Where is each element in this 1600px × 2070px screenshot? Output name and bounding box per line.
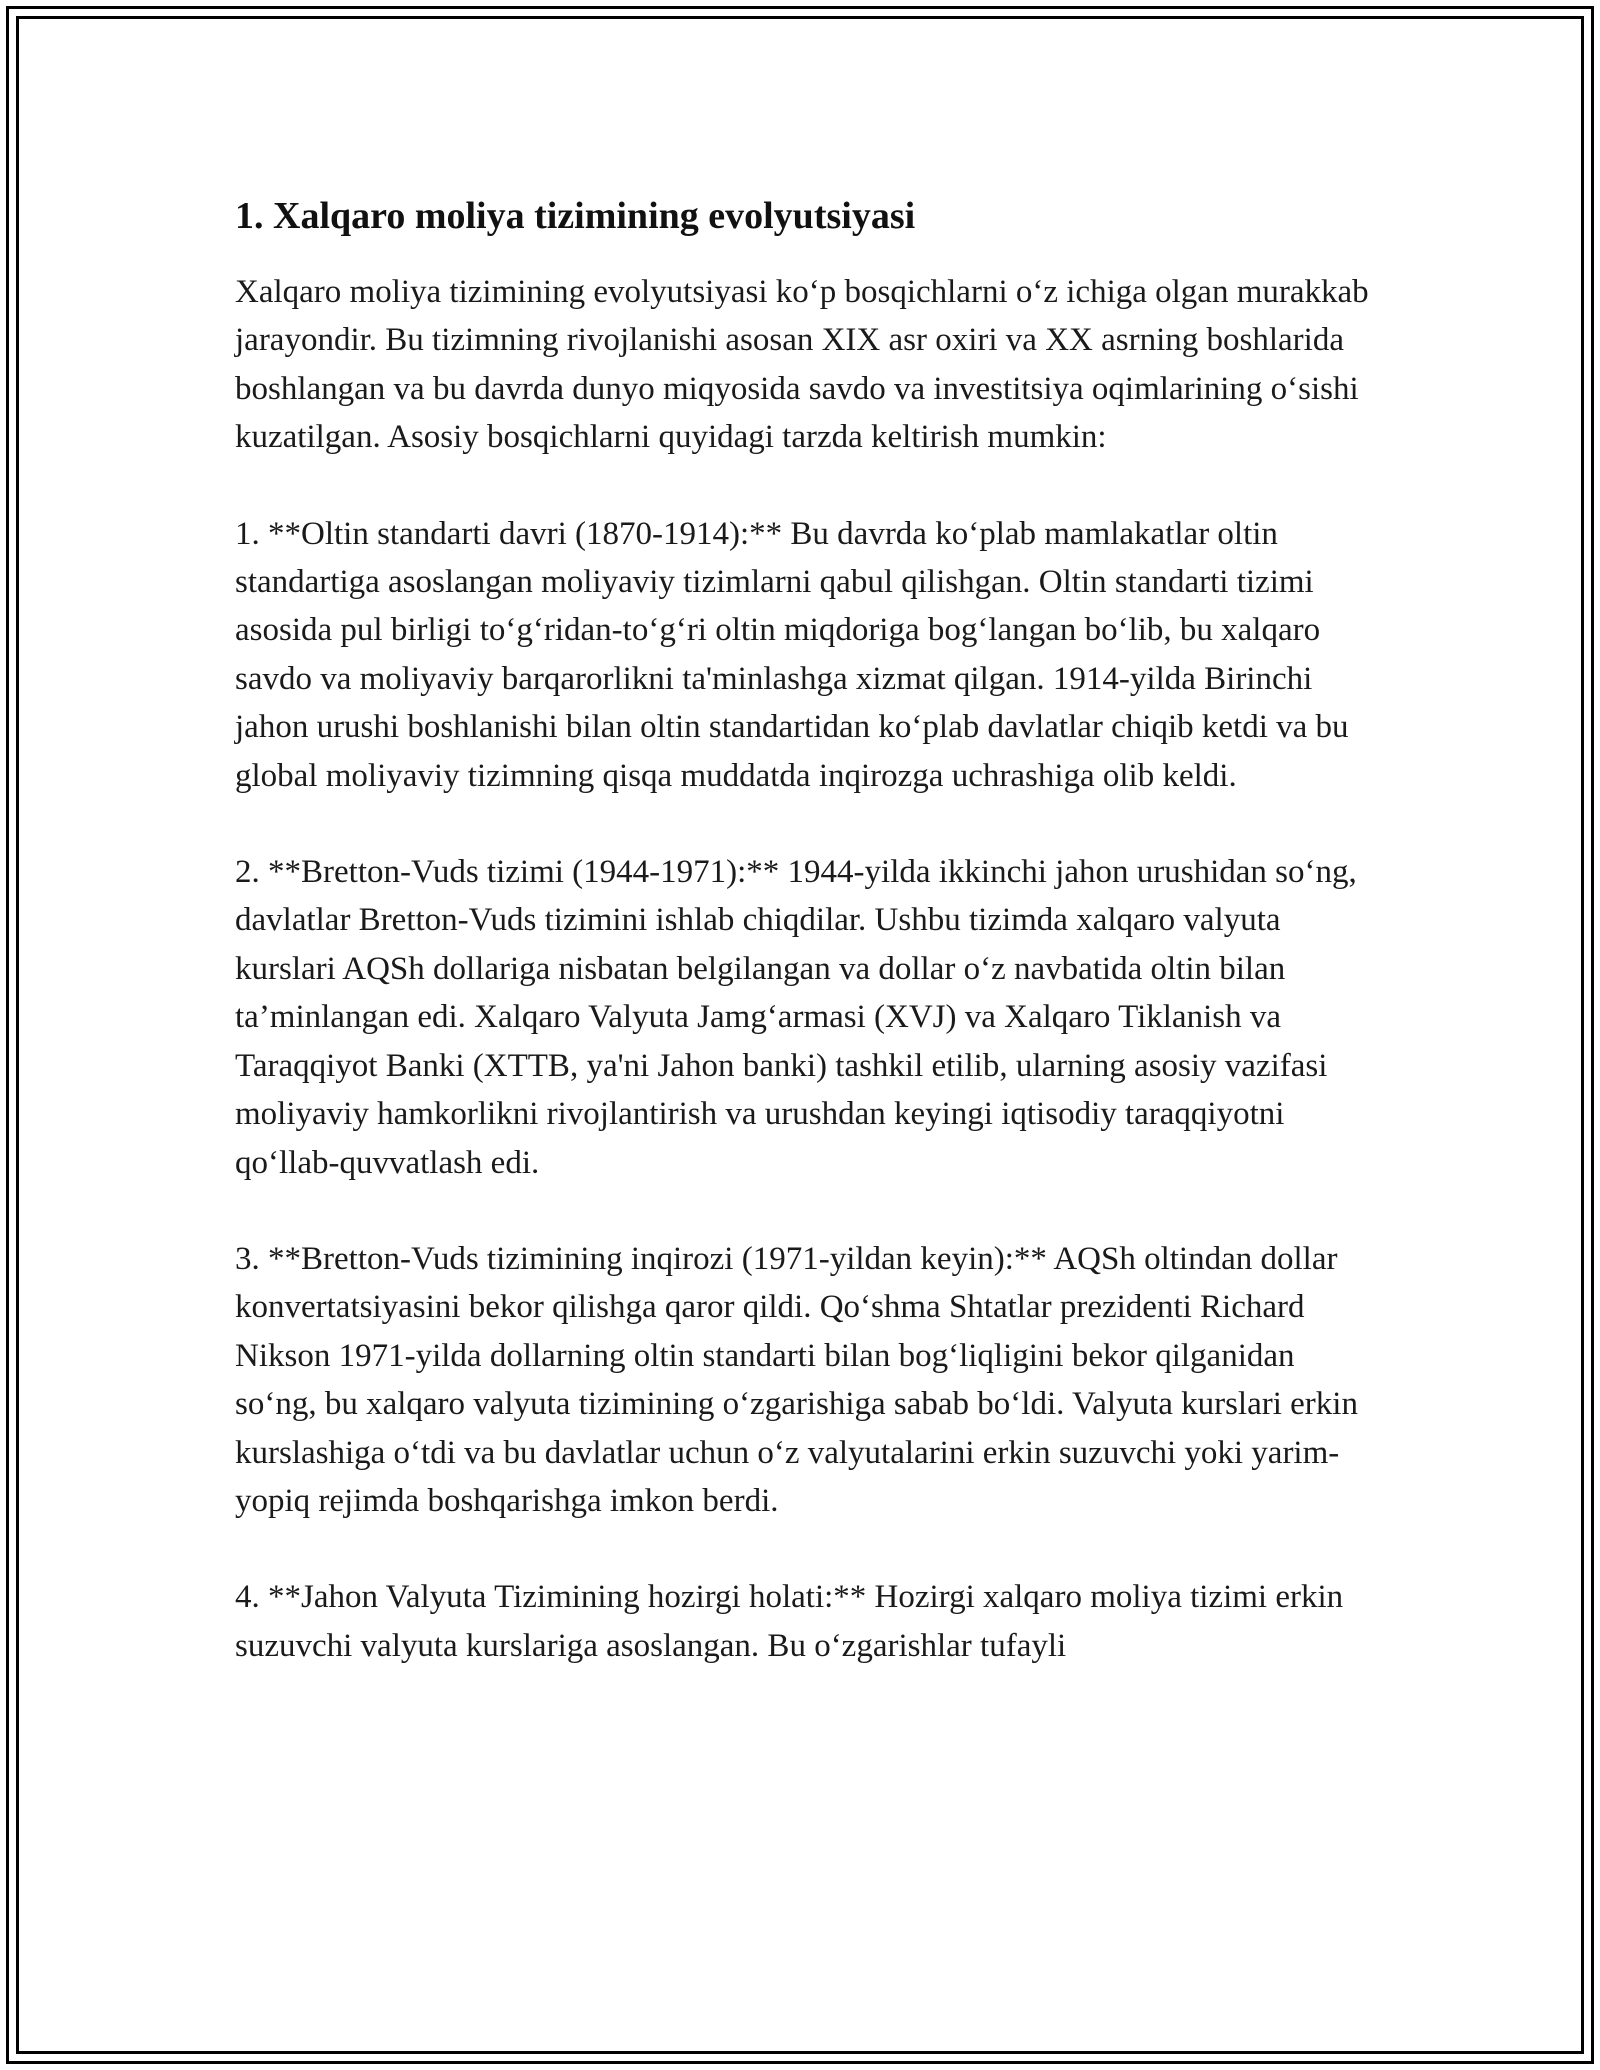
document-body — [235, 186, 1375, 1718]
paragraph-gold-standard: 1. **Oltin standarti davri (1870-1914):** Bu davrda ko‘plab mamlakatlar oltin standartiga asoslangan moliyaviy tizimlarni qabul qilishgan. Oltin standarti tizimi asosida pul birligi to‘g‘ridan-to‘g‘ri oltin miqdoriga bog‘langan bo‘lib, bu xalqaro savdo va moliyaviy barqarorlikni ta'minlashga xizmat qilgan. 1914-yilda Birinchi jahon urushi boshlanishi bilan oltin standartidan ko‘plab davlatlar chiqib ketdi va bu global moliyaviy tizimning qisqa muddatda inqirozga uchrashiga olib keldi. — [235, 515, 1349, 794]
section-heading: 1. Xalqaro moliya tizimining evolyutsiyasi — [235, 195, 916, 237]
paragraph-intro: Xalqaro moliya tizimining evolyutsiyasi ko‘p bosqichlarni o‘z ichiga olgan murakkab jarayondir. Bu tizimning rivojlanishi asosan XIX asr oxiri va XX asrning boshlarida boshlangan va bu davrda dunyo miqyosida savdo va investitsiya oqimlarining o‘sishi kuzatilgan. Asosiy bosqichlarni quyidagi tarzda keltirish mumkin: — [235, 274, 1369, 456]
paragraph-bretton-woods: 2. **Bretton-Vuds tizimi (1944-1971):** 1944-yilda ikkinchi jahon urushidan so‘ng, davlatlar Bretton-Vuds tizimini ishlab chiqdilar. Ushbu tizimda xalqaro valyuta kurslari AQSh dollariga nisbatan belgilangan va dollar o‘z navbatida oltin bilan ta’minlangan edi. Xalqaro Valyuta Jamg‘armasi (XVJ) va Xalqaro Tiklanish va Taraqqiyot Banki (XTTB, ya'ni Jahon banki) tashkil etilib, ularning asosiy vazifasi moliyaviy hamkorlikni rivojlantirish va urushdan keyingi iqtisodiy taraqqiyotni qo‘llab-quvvatlash edi. — [235, 854, 1357, 1181]
paragraph-current-state: 4. **Jahon Valyuta Tizimining hozirgi holati:** Hozirgi xalqaro moliya tizimi erkin suzuvchi valyuta kurslariga asoslangan. Bu o‘zgarishlar tufayli — [235, 1579, 1344, 1664]
paragraph-bretton-woods-crisis: 3. **Bretton-Vuds tizimining inqirozi (1971-yildan keyin):** AQSh oltindan dollar konvertatsiyasini bekor qilishga qaror qildi. Qo‘shma Shtatlar prezidenti Richard Nikson 1971-yilda dollarning oltin standarti bilan bog‘liqligini bekor qilganidan so‘ng, bu xalqaro valyuta tizimining o‘zgarishiga sabab bo‘ldi. Valyuta kurslari erkin kurslashiga o‘tdi va bu davlatlar uchun o‘z valyutalarini erkin suzuvchi yoki yarim-yopiq rejimda boshqarishga imkon berdi. — [235, 1240, 1358, 1519]
